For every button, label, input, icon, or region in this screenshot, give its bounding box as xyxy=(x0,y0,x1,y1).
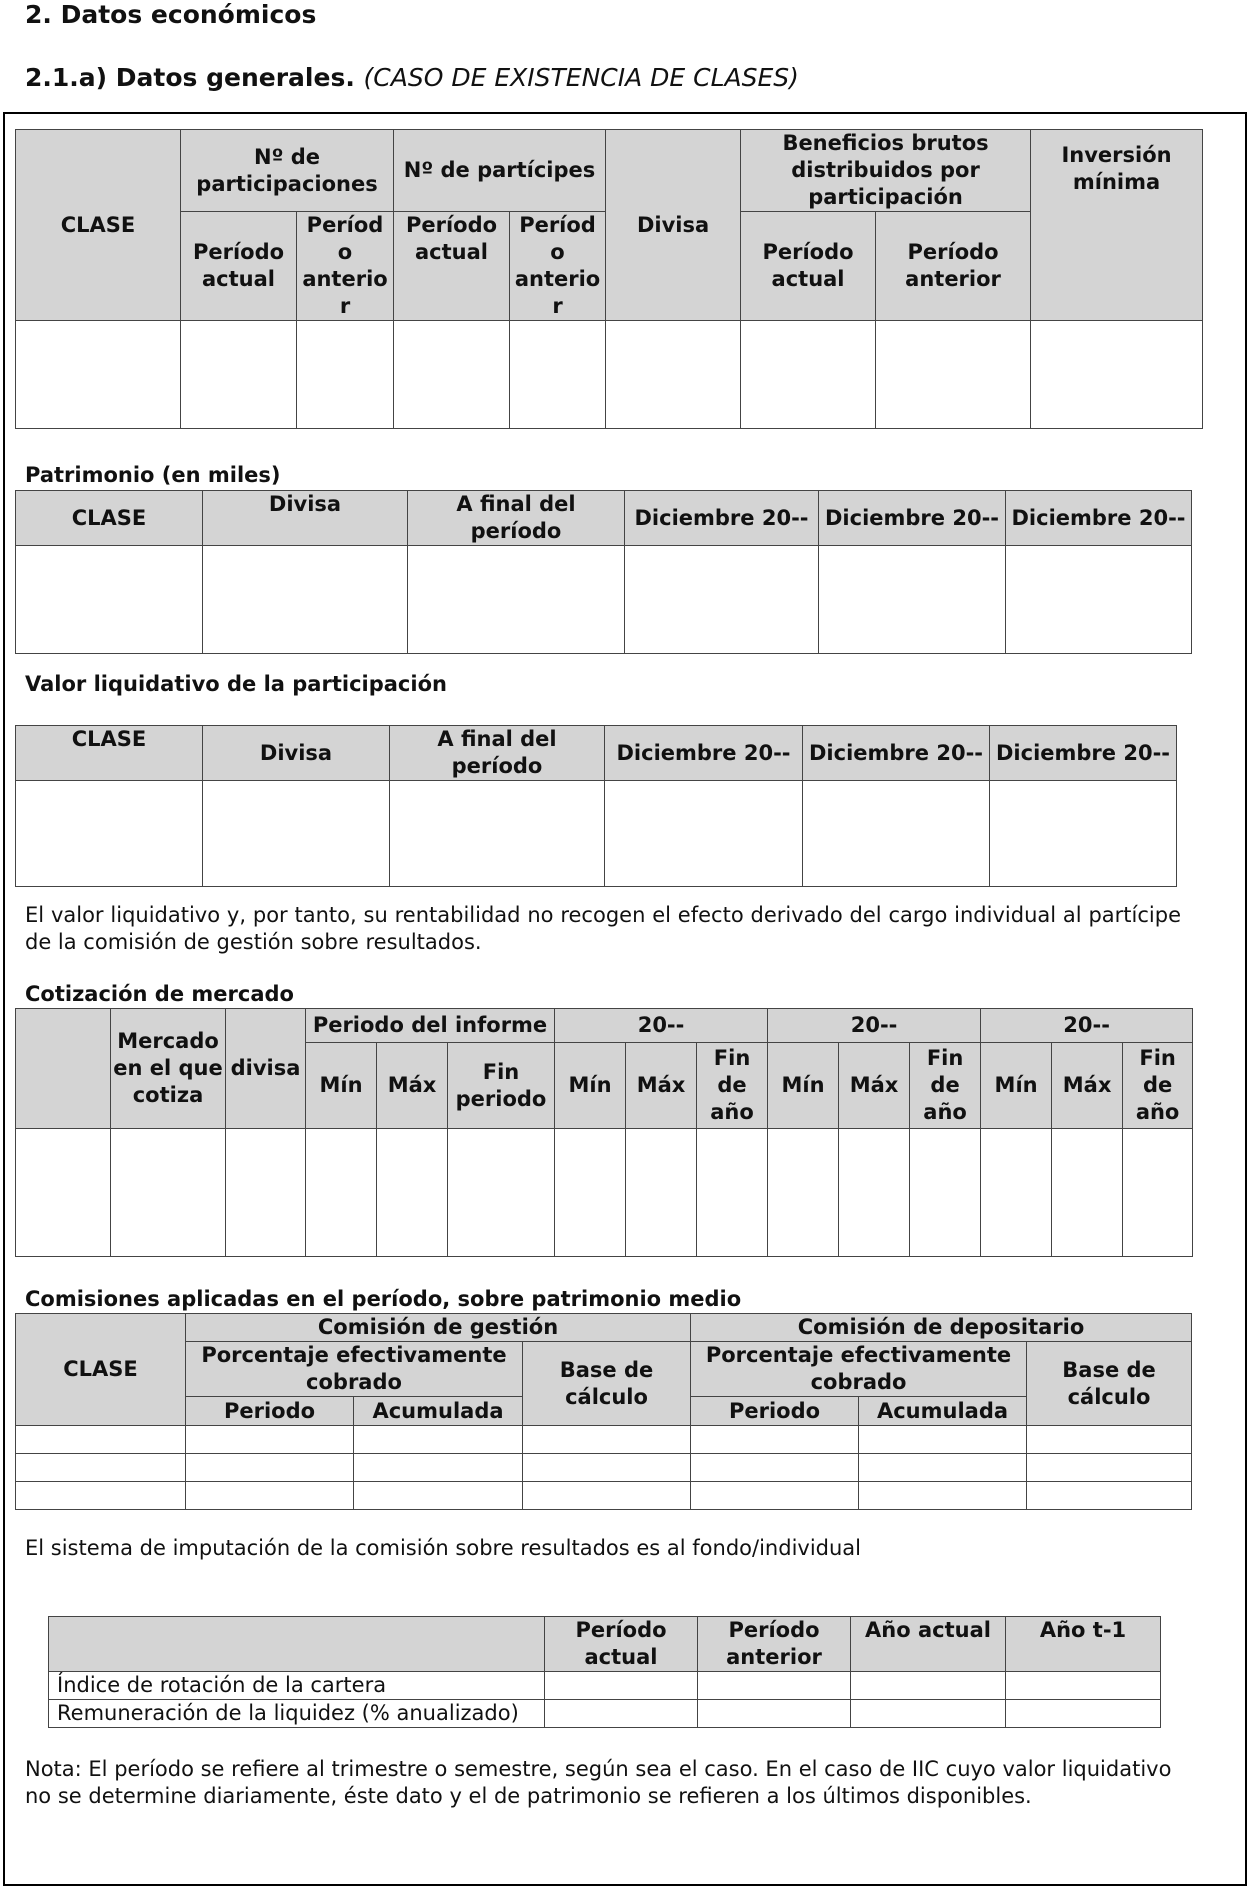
patrimonio-header: Divisa xyxy=(203,491,408,546)
acumulada-header: Acumulada xyxy=(859,1397,1027,1426)
subsection-note: (CASO DE EXISTENCIA DE CLASES) xyxy=(363,63,799,92)
data-cell[interactable] xyxy=(1052,1129,1123,1257)
data-cell[interactable] xyxy=(698,1672,851,1700)
data-cell[interactable] xyxy=(605,781,803,887)
data-cell[interactable] xyxy=(16,321,181,429)
subsection-heading xyxy=(25,63,799,92)
data-cell[interactable] xyxy=(1031,321,1203,429)
data-cell[interactable] xyxy=(394,321,510,429)
data-cell[interactable] xyxy=(691,1454,859,1482)
divisa-header: divisa xyxy=(226,1009,306,1129)
data-cell[interactable] xyxy=(354,1426,523,1454)
data-cell[interactable] xyxy=(203,781,390,887)
data-cell[interactable] xyxy=(181,321,297,429)
rotacion-table xyxy=(48,1616,1161,1728)
patrimonio-header: CLASE xyxy=(16,491,203,546)
data-cell[interactable] xyxy=(859,1482,1027,1510)
valor-header: Diciembre 20-- xyxy=(803,726,990,781)
data-cell[interactable] xyxy=(16,1129,111,1257)
data-cell[interactable] xyxy=(625,546,819,654)
patrimonio-header: Diciembre 20-- xyxy=(1006,491,1192,546)
rotacion-header: Año actual xyxy=(851,1617,1006,1672)
valor-header: Diciembre 20-- xyxy=(990,726,1177,781)
data-cell[interactable] xyxy=(859,1426,1027,1454)
data-cell[interactable] xyxy=(803,781,990,887)
data-cell[interactable] xyxy=(1027,1426,1192,1454)
patrimonio-header: Diciembre 20-- xyxy=(819,491,1006,546)
data-cell[interactable] xyxy=(859,1454,1027,1482)
patrimonio-table xyxy=(15,490,1192,654)
comisiones-table xyxy=(15,1313,1192,1510)
data-cell[interactable] xyxy=(545,1672,698,1700)
data-cell[interactable] xyxy=(606,321,741,429)
fin-anio-header: Fin de año xyxy=(1123,1043,1193,1129)
data-cell[interactable] xyxy=(16,1454,186,1482)
data-cell[interactable] xyxy=(851,1672,1006,1700)
rotacion-header: Período actual xyxy=(545,1617,698,1672)
data-cell[interactable] xyxy=(876,321,1031,429)
data-cell[interactable] xyxy=(16,1482,186,1510)
fin-anio-header: Fin de año xyxy=(697,1043,768,1129)
acumulada-header: Acumulada xyxy=(354,1397,523,1426)
patrimonio-header: A final del período xyxy=(408,491,625,546)
comisiones-title: Comisiones aplicadas en el período, sobre patrimonio medio xyxy=(25,1287,742,1311)
periodo-informe-header: Periodo del informe xyxy=(306,1009,555,1043)
data-cell[interactable] xyxy=(819,546,1006,654)
data-cell[interactable] xyxy=(1027,1454,1192,1482)
year-header: 20-- xyxy=(768,1009,981,1043)
patrimonio-header: Diciembre 20-- xyxy=(625,491,819,546)
data-cell[interactable] xyxy=(226,1129,306,1257)
participaciones-actual: Período actual xyxy=(181,212,297,321)
data-cell[interactable] xyxy=(626,1129,697,1257)
base-header: Base de cálculo xyxy=(1027,1342,1192,1426)
max-header: Máx xyxy=(1052,1043,1123,1129)
patrimonio-title: Patrimonio (en miles) xyxy=(25,463,281,487)
fin-anio-header: Fin de año xyxy=(910,1043,981,1129)
valor-header: Diciembre 20-- xyxy=(605,726,803,781)
data-cell[interactable] xyxy=(186,1482,354,1510)
base-header: Base de cálculo xyxy=(523,1342,691,1426)
rotacion-row-label: Índice de rotación de la cartera xyxy=(49,1672,545,1700)
participaciones-anterior: Períod o anterio r xyxy=(297,212,394,321)
data-cell[interactable] xyxy=(203,546,408,654)
clase-header: CLASE xyxy=(16,130,181,321)
data-cell[interactable] xyxy=(111,1129,226,1257)
data-cell[interactable] xyxy=(16,546,203,654)
data-cell[interactable] xyxy=(186,1454,354,1482)
participaciones-header: Nº de participaciones xyxy=(181,130,394,212)
data-cell[interactable] xyxy=(741,321,876,429)
min-header: Mín xyxy=(555,1043,626,1129)
cotizacion-title: Cotización de mercado xyxy=(25,982,294,1006)
rotacion-header: Período anterior xyxy=(698,1617,851,1672)
data-cell[interactable] xyxy=(390,781,605,887)
depositario-header: Comisión de depositario xyxy=(691,1314,1192,1342)
data-cell[interactable] xyxy=(1123,1129,1193,1257)
beneficios-anterior: Período anterior xyxy=(876,212,1031,321)
data-cell[interactable] xyxy=(523,1482,691,1510)
data-cell[interactable] xyxy=(768,1129,839,1257)
section-heading: 2. Datos económicos xyxy=(25,0,317,29)
max-header: Máx xyxy=(839,1043,910,1129)
data-cell[interactable] xyxy=(691,1426,859,1454)
data-cell[interactable] xyxy=(377,1129,448,1257)
blank-header xyxy=(49,1617,545,1672)
participes-actual: Período actual xyxy=(394,212,510,321)
porcentaje-header: Porcentaje efectivamente cobrado xyxy=(691,1342,1027,1397)
data-cell[interactable] xyxy=(523,1426,691,1454)
fin-periodo-header: Fin periodo xyxy=(448,1043,555,1129)
valor-header: A final del período xyxy=(390,726,605,781)
max-header: Máx xyxy=(377,1043,448,1129)
data-cell[interactable] xyxy=(523,1454,691,1482)
mercado-header: Mercado en el que cotiza xyxy=(111,1009,226,1129)
beneficios-actual: Período actual xyxy=(741,212,876,321)
valor-table xyxy=(15,725,1177,887)
data-cell[interactable] xyxy=(691,1482,859,1510)
data-cell[interactable] xyxy=(555,1129,626,1257)
valor-header: CLASE xyxy=(16,726,203,781)
data-cell[interactable] xyxy=(1006,1700,1161,1728)
data-cell[interactable] xyxy=(16,781,203,887)
beneficios-header: Beneficios brutos distribuidos por participación xyxy=(741,130,1031,212)
data-cell[interactable] xyxy=(16,1426,186,1454)
min-header: Mín xyxy=(306,1043,377,1129)
participes-header: Nº de partícipes xyxy=(394,130,606,212)
valor-header: Divisa xyxy=(203,726,390,781)
min-header: Mín xyxy=(768,1043,839,1129)
sistema-note: El sistema de imputación de la comisión sobre resultados es al fondo/individual xyxy=(25,1536,862,1560)
data-cell[interactable] xyxy=(839,1129,910,1257)
data-cell[interactable] xyxy=(510,321,606,429)
data-cell[interactable] xyxy=(698,1700,851,1728)
nota: Nota: El período se refiere al trimestre o semestre, según sea el caso. En el caso de IIC cuyo valor liquidativo no se determine diariamente, éste dato y el de patrimonio se refieren a los últimos disponibles. xyxy=(25,1757,1172,1808)
gestion-header: Comisión de gestión xyxy=(186,1314,691,1342)
data-cell[interactable] xyxy=(697,1129,768,1257)
year-header: 20-- xyxy=(981,1009,1193,1043)
participes-anterior: Períod o anterio r xyxy=(510,212,606,321)
data-cell[interactable] xyxy=(306,1129,377,1257)
data-cell[interactable] xyxy=(545,1700,698,1728)
periodo-header: Periodo xyxy=(186,1397,354,1426)
cotizacion-table xyxy=(15,1008,1193,1257)
year-header: 20-- xyxy=(555,1009,768,1043)
data-cell[interactable] xyxy=(448,1129,555,1257)
data-cell[interactable] xyxy=(981,1129,1052,1257)
data-cell[interactable] xyxy=(186,1426,354,1454)
rotacion-header: Año t-1 xyxy=(1006,1617,1161,1672)
rotacion-row-label: Remuneración de la liquidez (% anualizado) xyxy=(49,1700,545,1728)
inversion-header: Inversión mínima xyxy=(1031,130,1203,321)
data-cell[interactable] xyxy=(1006,546,1192,654)
divisa-header: Divisa xyxy=(606,130,741,321)
data-cell[interactable] xyxy=(990,781,1177,887)
data-cell[interactable] xyxy=(408,546,625,654)
general-data-table xyxy=(15,129,1203,429)
valor-note: El valor liquidativo y, por tanto, su rentabilidad no recogen el efecto derivado del cargo individual al partícipe de la comisión de gestión sobre resultados. xyxy=(25,903,1181,954)
min-header: Mín xyxy=(981,1043,1052,1129)
data-cell[interactable] xyxy=(354,1454,523,1482)
max-header: Máx xyxy=(626,1043,697,1129)
data-cell[interactable] xyxy=(1027,1482,1192,1510)
data-cell[interactable] xyxy=(354,1482,523,1510)
clase-header: CLASE xyxy=(16,1314,186,1426)
porcentaje-header: Porcentaje efectivamente cobrado xyxy=(186,1342,523,1397)
periodo-header: Periodo xyxy=(691,1397,859,1426)
data-cell[interactable] xyxy=(910,1129,981,1257)
data-cell[interactable] xyxy=(851,1700,1006,1728)
subsection-title: 2.1.a) Datos generales. xyxy=(25,63,355,92)
data-cell[interactable] xyxy=(297,321,394,429)
blank-header xyxy=(16,1009,111,1129)
valor-title: Valor liquidativo de la participación xyxy=(25,672,447,696)
data-cell[interactable] xyxy=(1006,1672,1161,1700)
